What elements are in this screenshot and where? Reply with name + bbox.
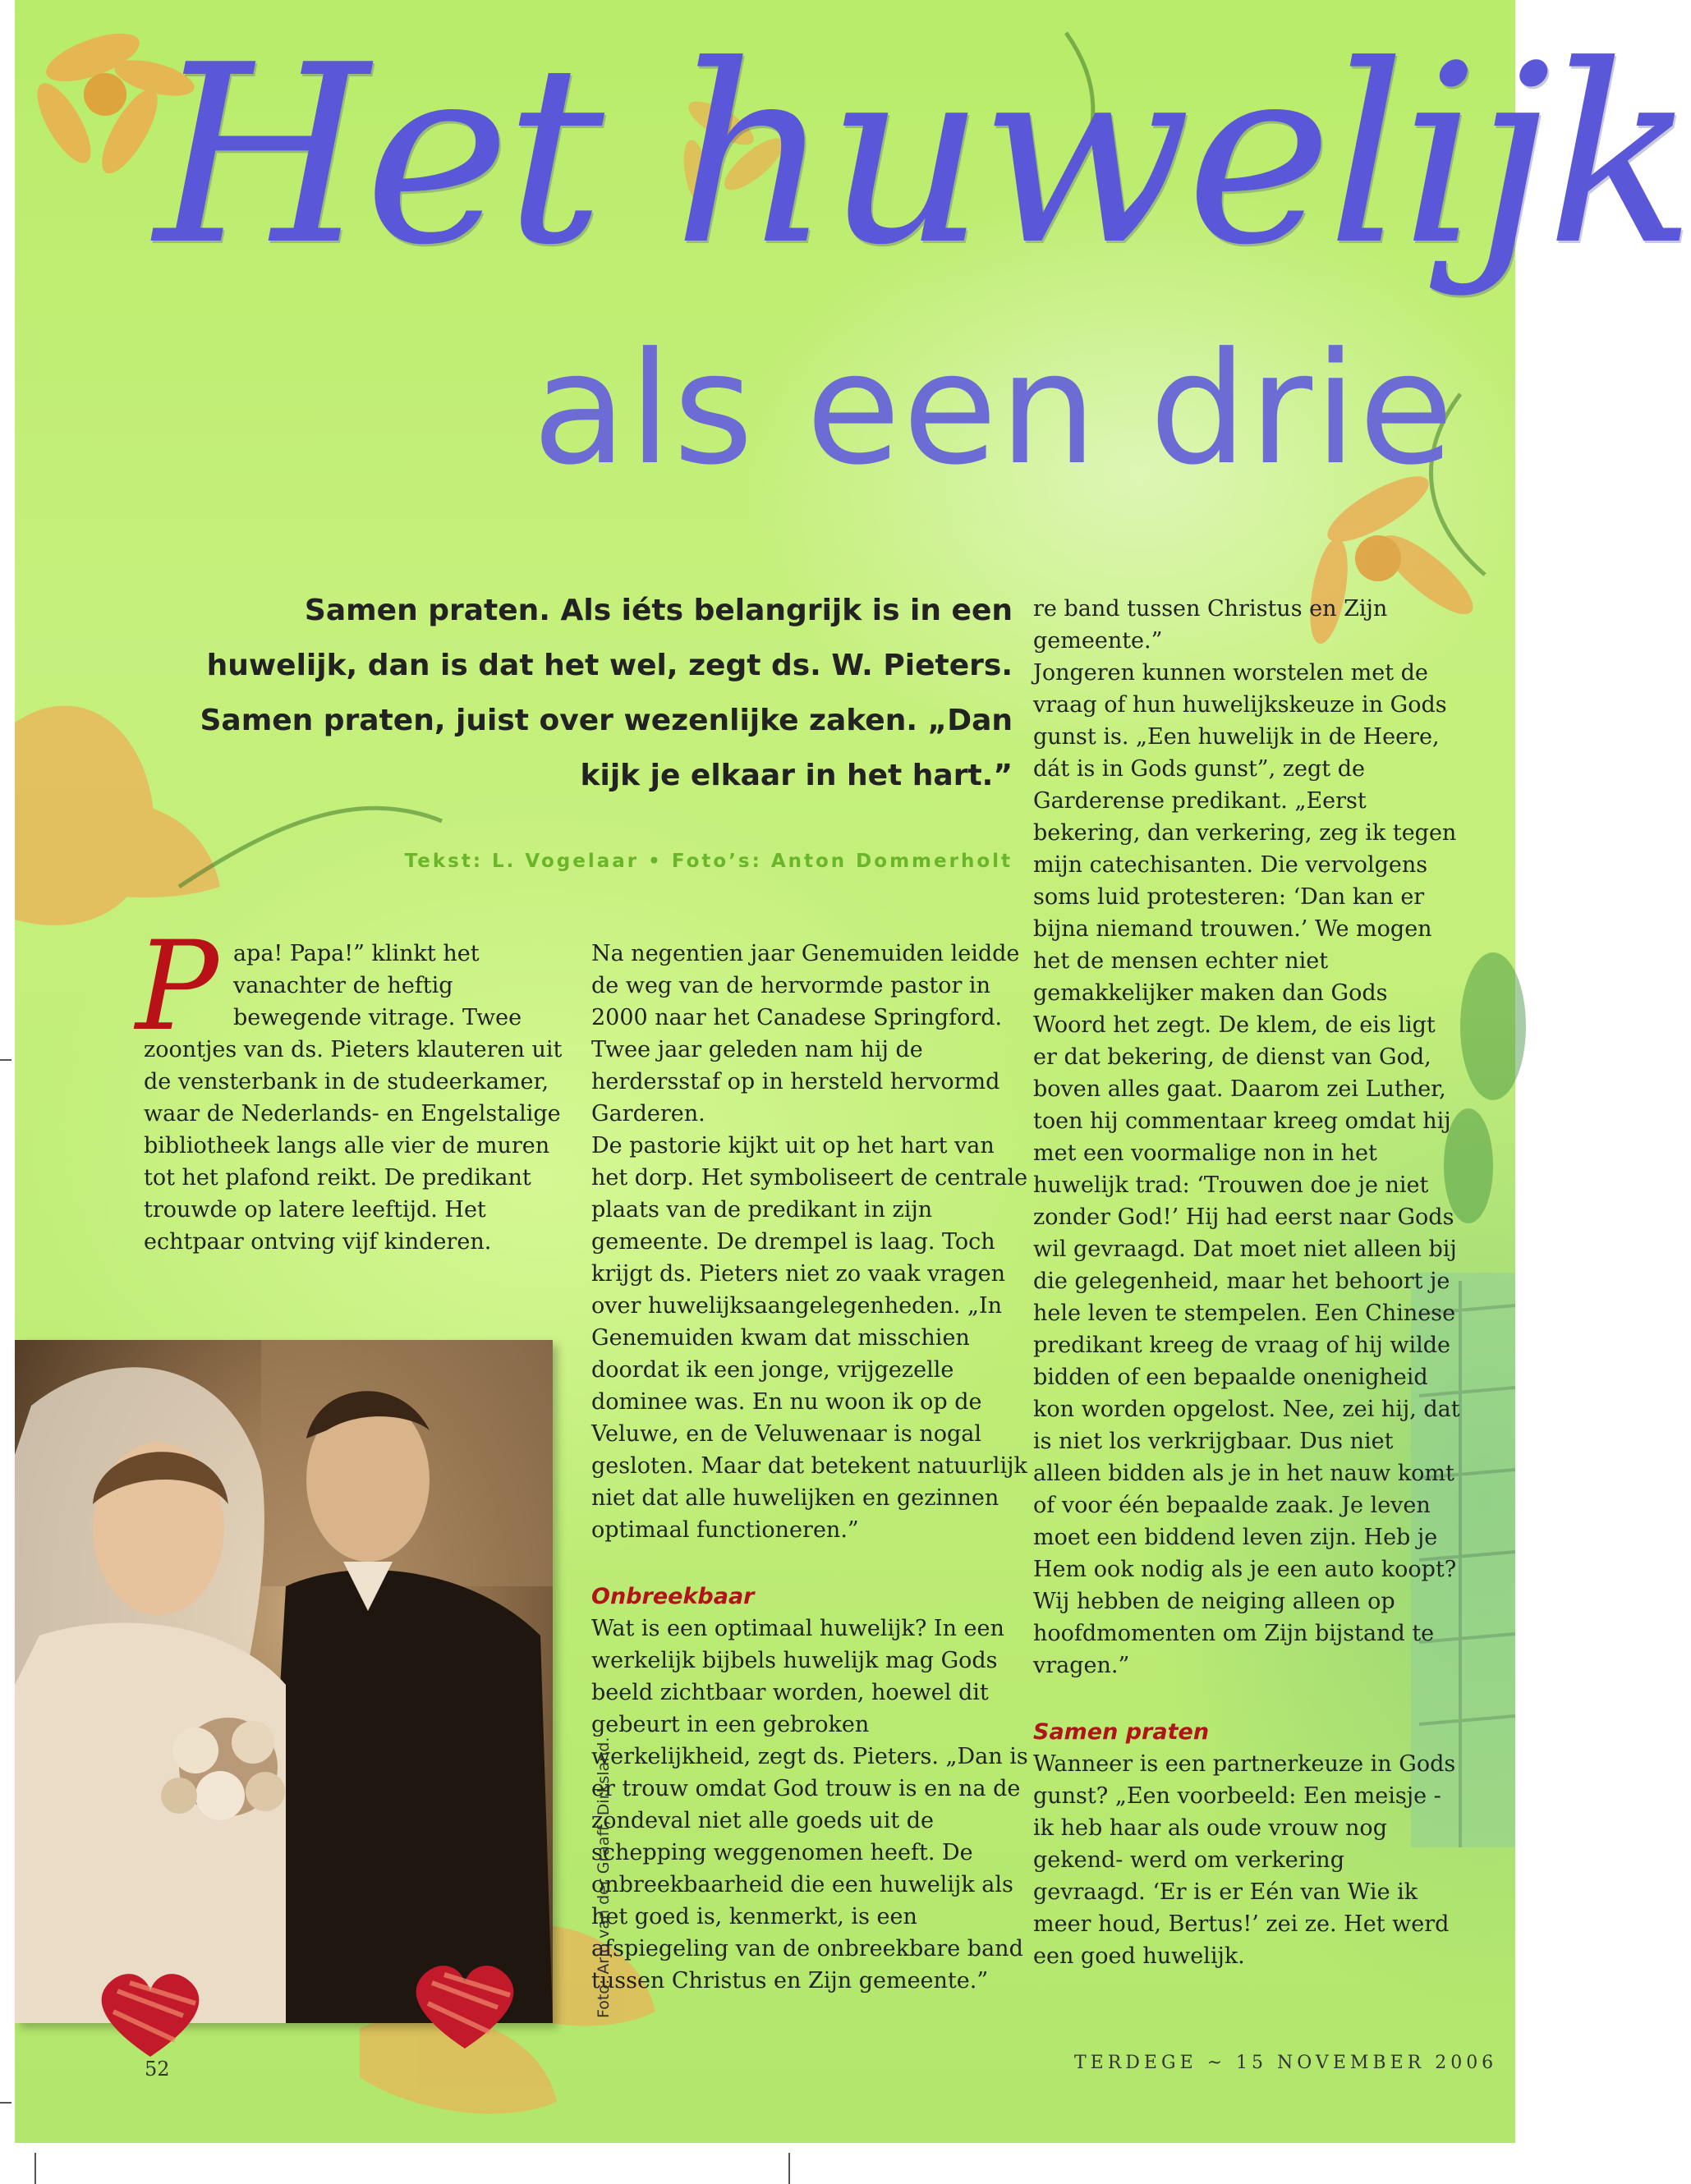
column-3 (1033, 593, 1460, 1972)
column-2-paragraph-1: Na negentien jaar Genemuiden leidde de weg van de hervormde pastor in 2000 naar het Canadese Springford. Twee jaar geleden nam hij de herdersstaf op in hersteld hervormd Garderen. (591, 941, 1020, 1126)
photo-caption: Foto: Arjo van der Graaff, Dirksland. (595, 1737, 613, 2018)
crop-mark (0, 1059, 11, 1061)
drop-cap: P (136, 915, 218, 1058)
column-3-paragraph-2: Jongeren kunnen worstelen met de vraag of hun huwelijkskeuze in Gods gunst is. „Een huwelijk in de Heere, dát is in Gods gunst”, zegt de Garderense predikant. „Eerst bekering, dan verkering, zeg ik tegen mijn catechisanten. Die vervolgens soms luid protesteren: ‘Dan kan er bijna niemand trouwen.’ We mogen het de mensen echter niet gemakkelijker maken dan Gods Woord het zegt. De klem, de eis ligt er dat bekering, de dienst van God, boven alles gaat. Daarom zei Luther, toen hij commentaar kreeg omdat hij met een voormalige non in het huwelijk trad: ‘Trouwen doe je niet zonder God!’ Hij had eerst naar Gods wil gevraagd. Dat moet niet alleen bij die gelegenheid, maar het behoort je hele leven te stempelen. Een Chinese predikant kreeg de vraag of hij wilde bidden of een bepaalde onenigheid kon worden opgelost. Nee, zei hij, dat is niet los verkrijgbaar. Dus niet alleen bidden als je in het nauw komt of voor één bepaalde zaak. Je leven moet een biddend leven zijn. Heb je Hem ook nodig als je een auto koopt? Wij hebben de neiging alleen op hoofdmomenten om Zijn bijstand te vragen.” (1033, 660, 1460, 1678)
page-number: 52 (145, 2058, 170, 2081)
column-2 (591, 938, 1035, 1997)
magazine-footer: TERDEGE ~ 15 NOVEMBER 2006 (1074, 2053, 1498, 2073)
subheading-samen-praten: Samen praten (1033, 1719, 1210, 1745)
crop-mark (0, 2102, 11, 2104)
wedding-photo (15, 1340, 553, 2023)
subheading-onbreekbaar: Onbreekbaar (591, 1584, 755, 1609)
article-intro: Samen praten. Als iéts belangrijk is in een huwelijk, dan is dat het wel, zegt ds. W. Pieters. Samen praten, juist over wezenlijke zaken. „Dan kijk je elkaar in het hart.” (200, 594, 1013, 792)
column-2-paragraph-2: De pastorie kijkt uit op het hart van het dorp. Het symboliseert de centrale plaats van de predikant in zijn gemeente. De drempel is laag. Toch krijgt ds. Pieters niet zo vaak vragen over huwelijksaangelegenheden. „In Genemuiden kwam dat misschien doordat ik een jonge, vrijgezelle dominee was. En nu woon ik op de Veluwe, en de Veluwenaar is nogal gesloten. Maar dat betekent natuurlijk niet dat alle huwelijken en gezinnen optimaal functioneren.” (591, 1133, 1028, 1543)
column-2-paragraph-3: Wat is een optimaal huwelijk? In een werkelijk bijbels huwelijk mag Gods beeld zichtbaar worden, hoewel dit gebeurt in een gebroken werkelijkheid, zegt ds. Pieters. „Dan is er trouw omdat God trouw is en na de zondeval niet alle goeds uit de schepping weggenomen heeft. De onbreekbaarheid die een huwelijk als het goed is, kenmerkt, is een afspiegeling van de onbreekbare band tussen Christus en Zijn gemeente.” (591, 1616, 1028, 1994)
magazine-page (15, 0, 1691, 2143)
title-script: Het huwelijk (154, 12, 1691, 299)
article-credits: Tekst: L. Vogelaar • Foto’s: Anton Dommerholt (404, 851, 1013, 872)
crop-mark (788, 2153, 790, 2184)
column-1 (136, 915, 583, 1258)
heart-icon (407, 1958, 522, 2057)
title-subline: als een drie (532, 319, 1455, 499)
column-1-paragraph: apa! Papa!” klinkt het vanachter de heftig bewegende vitrage. Twee zoontjes van ds. Pieters klauteren uit de vensterbank in de studeerkamer, waar de Nederlands- en Engelstalige bibliotheek langs alle vier de muren tot het plafond reikt. De predikant trouwde op latere leeftijd. Het echtpaar ontving vijf kinderen. (144, 941, 563, 1255)
column-3-paragraph-3: Wanneer is een partnerkeuze in Gods gunst? „Een voorbeeld: Een meisje -ik heb haar als oude vrouw nog gekend- werd om verkering gevraagd. ‘Er is er Eén van Wie ik meer houd, Bertus!’ zei ze. Het werd een goed huwelijk. (1033, 1751, 1456, 1969)
column-3-paragraph-1: re band tussen Christus en Zijn gemeente.” (1033, 596, 1388, 654)
crop-mark (34, 2153, 36, 2184)
heart-icon (93, 1966, 208, 2065)
